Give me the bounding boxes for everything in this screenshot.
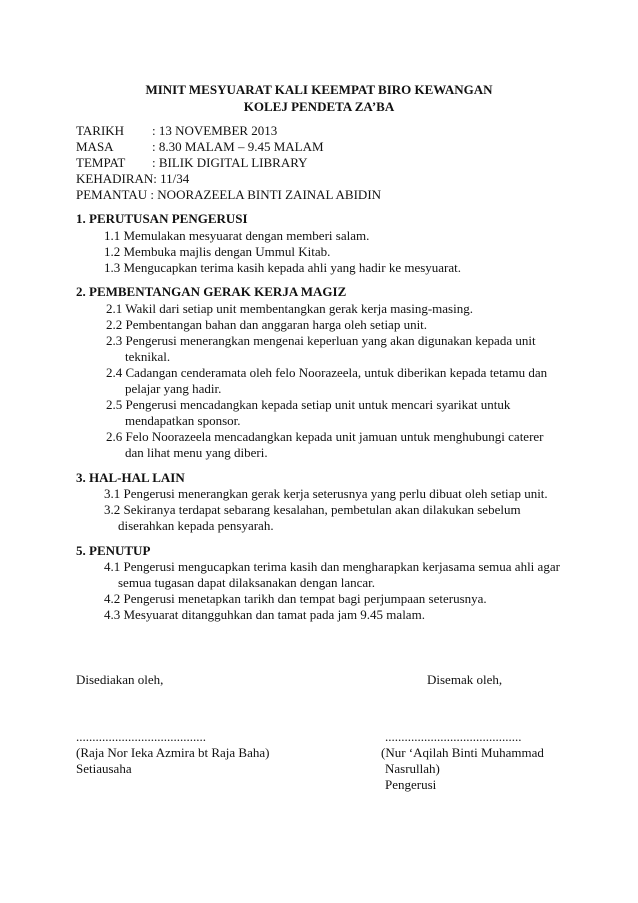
section-heading: 1. PERUTUSAN PENGERUSI	[76, 211, 248, 226]
tarikh-label: TARIKH	[76, 123, 125, 138]
reviewed-by-label: Disemak oleh,	[427, 672, 503, 687]
masa-value: : 8.30 MALAM – 9.45 MALAM	[152, 139, 324, 154]
list-item: 4.2 Pengerusi menetapkan tarikh dan tempat bagi perjumpaan seterusnya.	[104, 591, 487, 606]
tempat-label: TEMPAT	[76, 155, 126, 170]
list-item-continuation: teknikal.	[125, 349, 171, 364]
list-item-continuation: dan lihat menu yang diberi.	[125, 445, 268, 460]
list-item: 4.1 Pengerusi mengucapkan terima kasih dan mengharapkan kerjasama semua ahli agar	[104, 559, 560, 574]
section-heading: 2. PEMBENTANGAN GERAK KERJA MAGIZ	[76, 284, 347, 299]
signature-line-right: ..........................................	[385, 729, 522, 744]
meta-tempat	[76, 155, 308, 170]
chairperson-role: Pengerusi	[385, 777, 437, 792]
masa-label: MASA	[76, 139, 114, 154]
list-item: 3.2 Sekiranya terdapat sebarang kesalahan, pembetulan akan dilakukan sebelum	[104, 502, 521, 517]
list-item-continuation: semua tugasan dapat dilaksanakan dengan lancar.	[118, 575, 376, 590]
list-item-continuation: pelajar yang hadir.	[125, 381, 222, 396]
meta-masa	[76, 139, 324, 154]
meta-kehadiran: KEHADIRAN: 11/34	[76, 171, 190, 186]
section-heading: 5. PENUTUP	[76, 543, 151, 558]
signature-line-left: ........................................	[76, 729, 206, 744]
secretary-name: (Raja Nor Ieka Azmira bt Raja Baha)	[76, 745, 270, 760]
chairperson-name: (Nur ‘Aqilah Binti Muhammad	[381, 745, 544, 760]
list-item: 2.4 Cadangan cenderamata oleh felo Noorazeela, untuk diberikan kepada tetamu dan	[106, 365, 548, 380]
list-item: 1.1 Memulakan mesyuarat dengan memberi salam.	[104, 228, 370, 243]
tarikh-value: : 13 NOVEMBER 2013	[152, 123, 278, 138]
meta-tarikh	[76, 123, 277, 138]
secretary-role: Setiausaha	[76, 761, 132, 776]
prepared-by-label: Disediakan oleh,	[76, 672, 164, 687]
list-item-continuation: diserahkan kepada pensyarah.	[118, 518, 274, 533]
document-title: MINIT MESYUARAT KALI KEEMPAT BIRO KEWANGAN	[145, 82, 493, 97]
list-item: 1.2 Membuka majlis dengan Ummul Kitab.	[104, 244, 331, 259]
list-item: 2.2 Pembentangan bahan dan anggaran harga oleh setiap unit.	[106, 317, 428, 332]
list-item: 2.6 Felo Noorazeela mencadangkan kepada unit jamuan untuk menghubungi caterer	[106, 429, 544, 444]
list-item: 2.5 Pengerusi mencadangkan kepada setiap unit untuk mencari syarikat untuk	[106, 397, 511, 412]
section-heading: 3. HAL-HAL LAIN	[76, 470, 185, 485]
list-item-continuation: mendapatkan sponsor.	[125, 413, 241, 428]
list-item: 1.3 Mengucapkan terima kasih kepada ahli yang hadir ke mesyuarat.	[104, 260, 462, 275]
list-item: 4.3 Mesyuarat ditangguhkan dan tamat pada jam 9.45 malam.	[104, 607, 425, 622]
list-item: 2.1 Wakil dari setiap unit membentangkan gerak kerja masing-masing.	[106, 301, 473, 316]
document-subtitle: KOLEJ PENDETA ZA’BA	[243, 99, 395, 114]
list-item: 3.1 Pengerusi menerangkan gerak kerja seterusnya yang perlu dibuat oleh setiap unit.	[104, 486, 548, 501]
list-item: 2.3 Pengerusi menerangkan mengenai keperluan yang akan digunakan kepada unit	[106, 333, 536, 348]
meta-pemantau: PEMANTAU : NOORAZEELA BINTI ZAINAL ABIDIN	[76, 187, 382, 202]
tempat-value: : BILIK DIGITAL LIBRARY	[152, 155, 308, 170]
chairperson-name-cont: Nasrullah)	[385, 761, 440, 776]
